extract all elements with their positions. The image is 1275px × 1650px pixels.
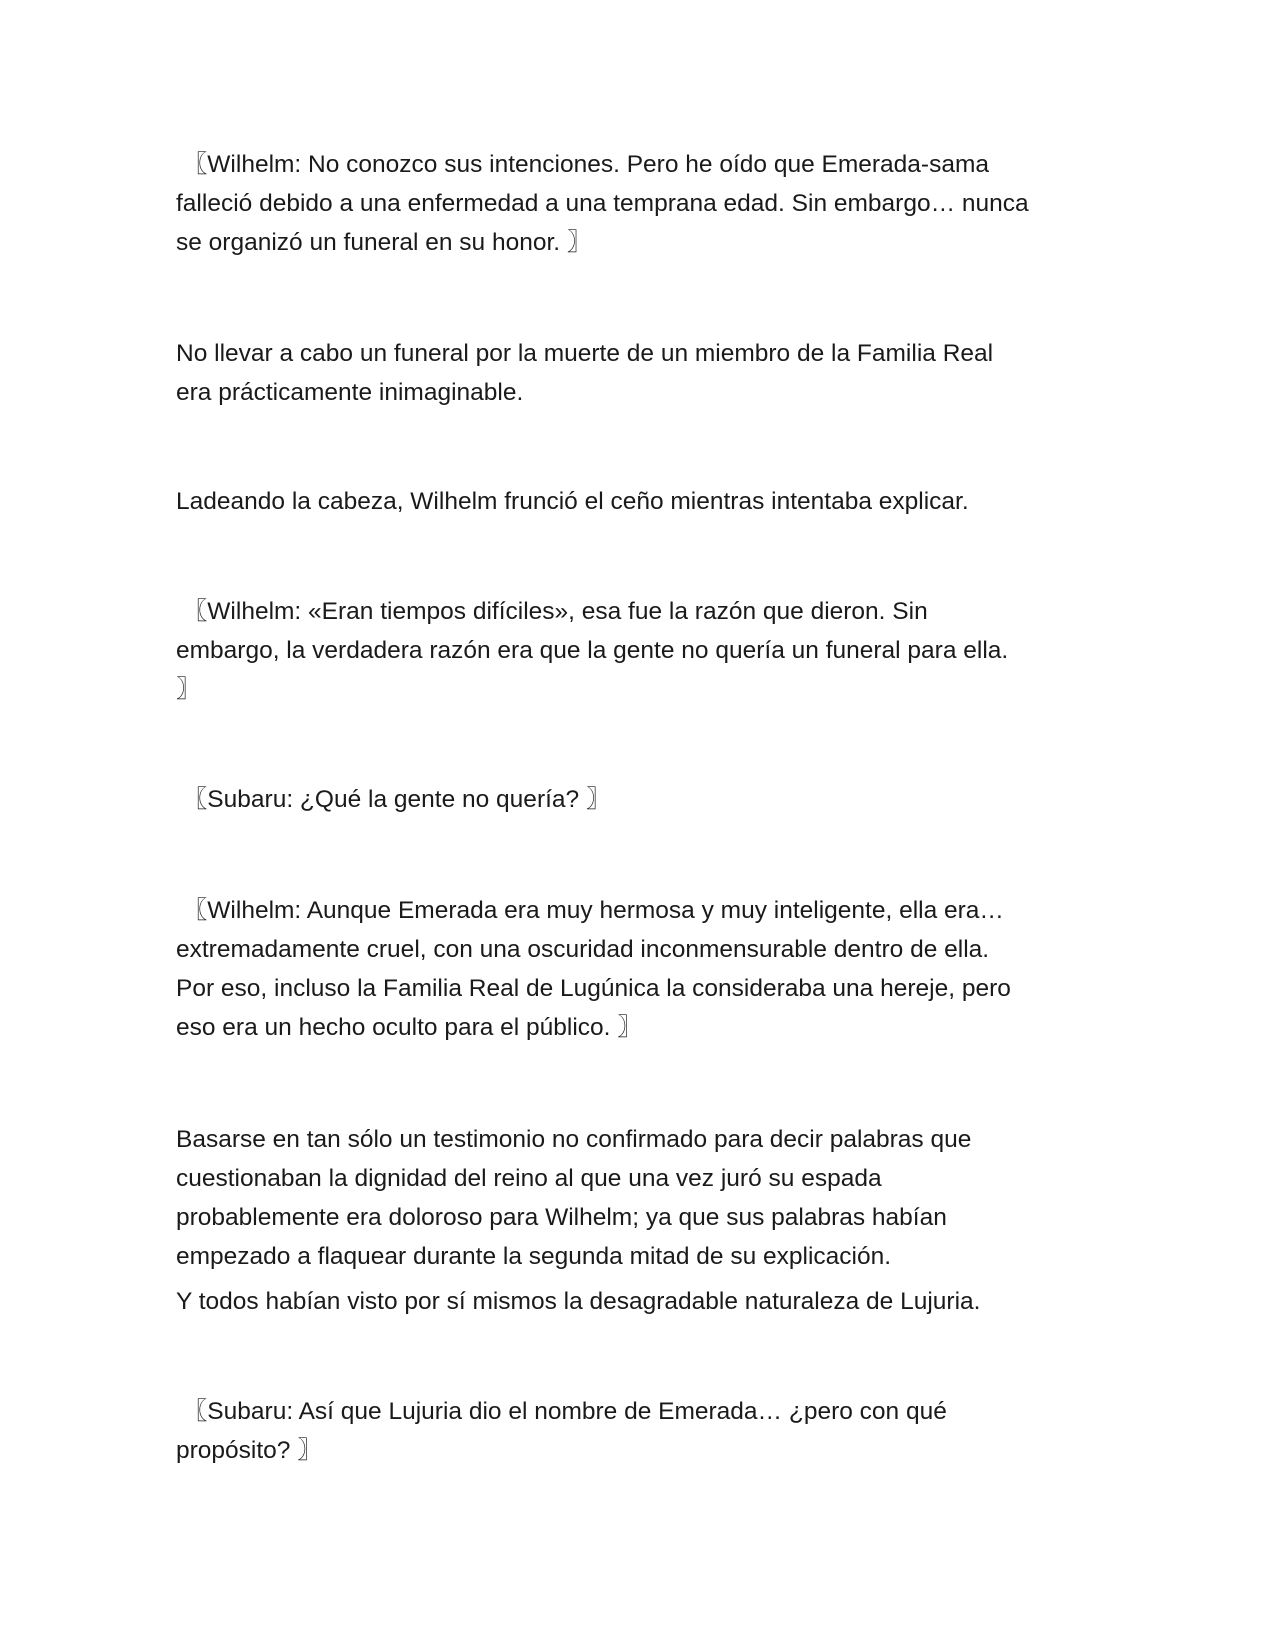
paragraph-subaru-purpose: 〖Subaru: Así que Lujuria dio el nombre de Emerada… ¿pero con qué propósito? 〗: [176, 1398, 947, 1464]
paragraph-wilhelm-intentions: 〖Wilhelm: No conozco sus intenciones. Pero he oído que Emerada-sama falleció debido a una enfermedad a una temprana edad. Sin embargo… nunca se organizó un funeral en su honor. 〗: [176, 151, 1029, 256]
paragraph-no-funeral: No llevar a cabo un funeral por la muerte de un miembro de la Familia Real era prácticamente inimaginable.: [176, 340, 994, 406]
paragraph-lujuria-nature: Y todos habían visto por sí mismos la desagradable naturaleza de Lujuria.: [176, 1288, 981, 1315]
paragraph-subaru-question: 〖Subaru: ¿Qué la gente no quería? 〗: [176, 786, 611, 813]
paragraph-wilhelm-emerada-cruel: 〖Wilhelm: Aunque Emerada era muy hermosa y muy inteligente, ella era… extremadamente cruel, con una oscuridad inconmensurable dentro de ella. Por eso, incluso la Familia Real de Lugúnica la consideraba una hereje, pero eso era un hecho oculto para el público. 〗: [176, 897, 1011, 1041]
paragraph-wilhelm-difficult-times: 〖Wilhelm: «Eran tiempos difíciles», esa fue la razón que dieron. Sin embargo, la verdadera razón era que la gente no quería un funeral para ella. 〗: [176, 598, 1009, 703]
paragraph-unconfirmed-testimony: Basarse en tan sólo un testimonio no confirmado para decir palabras que cuestionaban la dignidad del reino al que una vez juró su espada probablemente era doloroso para Wilhelm; ya que sus palabras habían empezado a flaquear durante la segunda mitad de su explicación.: [176, 1126, 972, 1270]
paragraph-wilhelm-frowns: Ladeando la cabeza, Wilhelm frunció el ceño mientras intentaba explicar.: [176, 488, 969, 515]
